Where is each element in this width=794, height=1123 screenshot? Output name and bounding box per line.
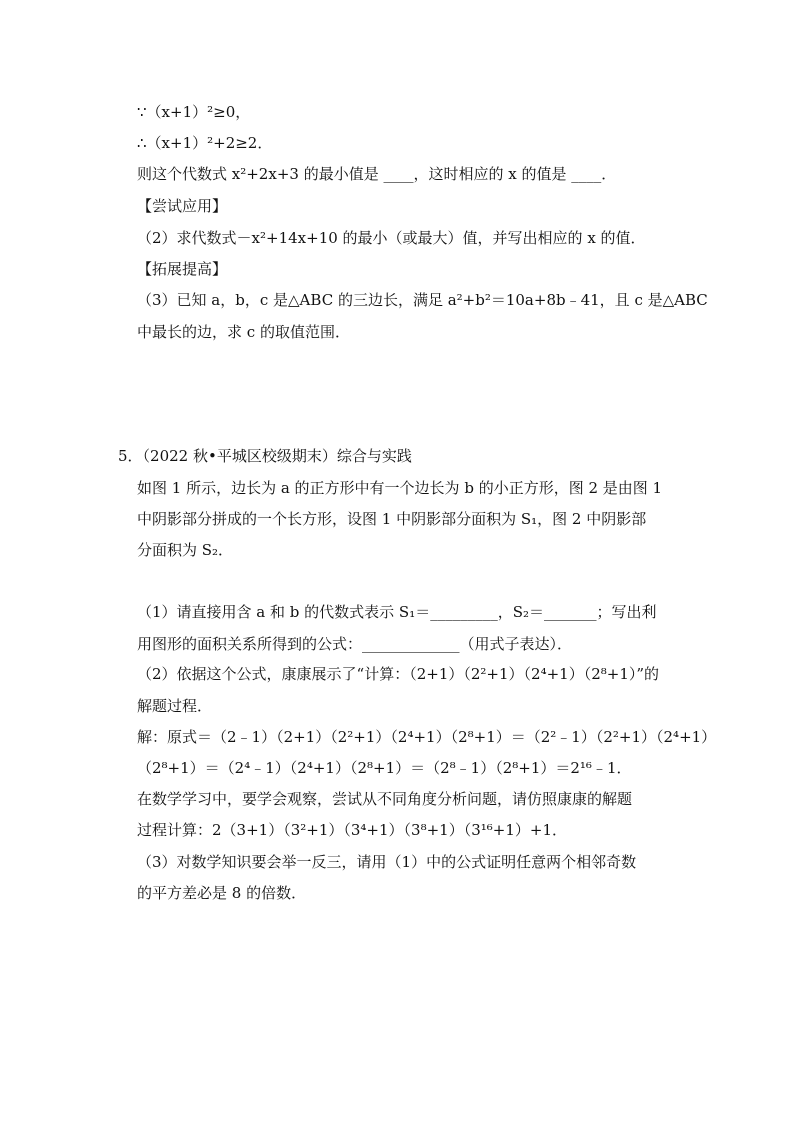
part-1-line-1: （1）请直接用含 a 和 b 的代数式表示 S₁＝_________，S₂＝_______；写出利: [137, 603, 657, 621]
solution-line-2: （2⁸+1）＝（2⁴﹣1）（2⁴+1）（2⁸+1）＝（2⁸﹣1）（2⁸+1）＝2¹⁶﹣1．: [137, 759, 632, 777]
text-line-3: 则这个代数式 x²+2x+3 的最小值是 ____，这时相应的 x 的值是 ____．: [137, 165, 617, 183]
task-line-1: 在数学学习中，要学会观察，尝试从不同角度分析问题，请仿照康康的解题: [137, 790, 633, 808]
part-2-line-2: 解题过程．: [137, 697, 213, 715]
question-2: （2）求代数式－x²+14x+10 的最小（或最大）值，并写出相应的 x 的值．: [137, 229, 646, 247]
problem-5-title: 5．（2022 秋•平城区校级期末）综合与实践: [118, 447, 412, 465]
solution-line-1: 解：原式＝（2﹣1）（2+1）（2²+1）（2⁴+1）（2⁸+1）＝（2²﹣1）（2²+1）（2⁴+1）: [137, 728, 717, 746]
text-line-1: ∵（x+1）²≥0，: [137, 103, 251, 121]
question-3-line-1: （3）已知 a，b，c 是△ABC 的三边长，满足 a²+b²＝10a+8b﹣41，且 c 是△ABC: [137, 291, 708, 309]
part-1-line-2: 用图形的面积关系所得到的公式：_____________（用式子表达）．: [137, 635, 573, 653]
question-3-line-2: 中最长的边，求 c 的取值范围．: [137, 323, 350, 341]
part-3-line-2: 的平方差必是 8 的倍数．: [137, 884, 307, 902]
heading-try-apply: 【尝试应用】: [137, 197, 228, 215]
text-line-2: ∴（x+1）²+2≥2．: [137, 134, 273, 152]
problem-5-intro-1: 如图 1 所示，边长为 a 的正方形中有一个边长为 b 的小正方形，图 2 是由图 1: [137, 479, 663, 497]
problem-5-intro-2: 中阴影部分拼成的一个长方形，设图 1 中阴影部分面积为 S₁，图 2 中阴影部: [137, 510, 647, 528]
part-2-line-1: （2）依据这个公式，康康展示了“计算：（2+1）（2²+1）（2⁴+1）（2⁸+1）”的: [137, 665, 660, 683]
problem-5-intro-3: 分面积为 S₂．: [137, 541, 234, 559]
part-3-line-1: （3）对数学知识要会举一反三，请用（1）中的公式证明任意两个相邻奇数: [137, 853, 637, 871]
heading-extend: 【拓展提高】: [137, 260, 228, 278]
task-line-2: 过程计算：2（3+1）（3²+1）（3⁴+1）（3⁸+1）（3¹⁶+1）+1．: [137, 821, 567, 839]
